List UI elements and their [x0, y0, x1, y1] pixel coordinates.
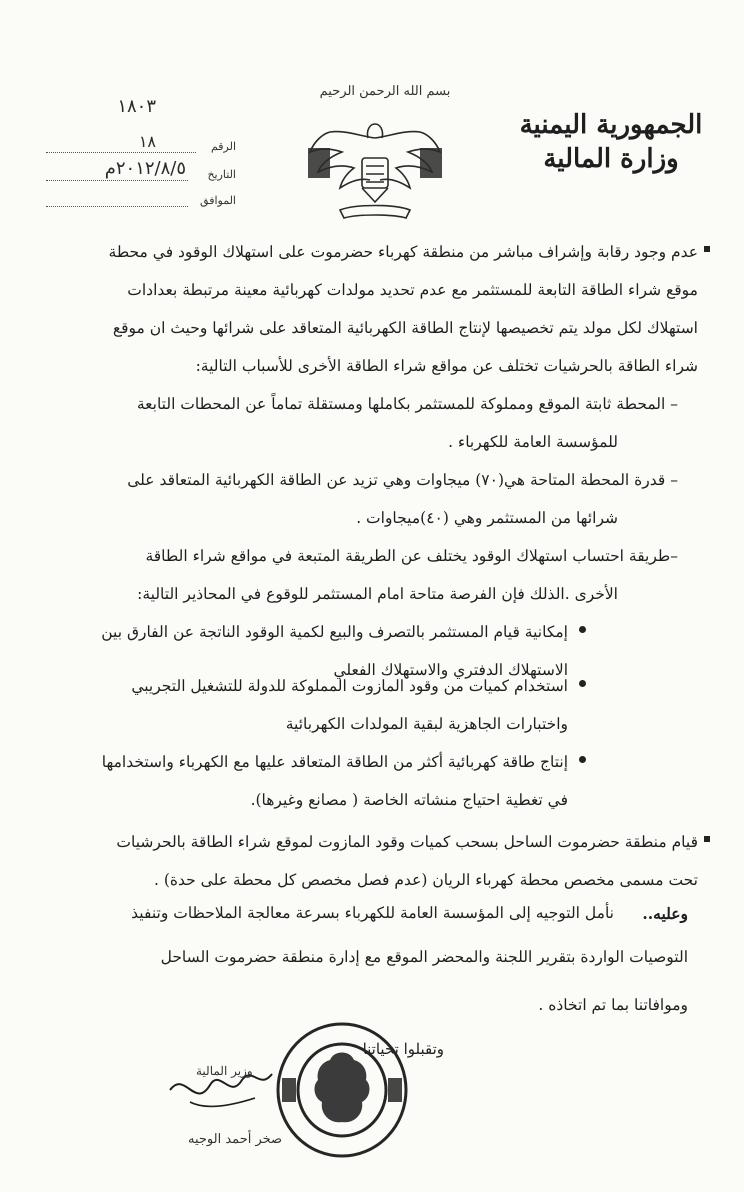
round-bullet	[579, 756, 586, 763]
conclusion-line-2: التوصيات الواردة بتقرير اللجنة والمحضر الموقع مع إدارة منطقة حضرموت الساحل	[160, 948, 688, 966]
ministry-header	[516, 108, 706, 176]
body-line: إنتاج طاقة كهربائية أكثر من الطاقة المتعاقد عليها مع الكهرباء واستخدامها	[101, 753, 568, 771]
approval-label: الموافق	[200, 194, 236, 207]
ref-dotted-line	[46, 152, 196, 153]
date-dotted-line	[46, 180, 188, 181]
top-note: ١٨٠٣	[117, 96, 156, 117]
conclusion-lead: وعليه..	[642, 904, 688, 923]
ref-number: ١٨	[138, 132, 156, 151]
body-line: إمكانية قيام المستثمر بالتصرف والبيع لكمية الوقود الناتجة عن الفارق بين	[101, 623, 568, 641]
conclusion-line-3: وموافاتنا بما تم اتخاذه .	[538, 996, 688, 1014]
body-line: استخدام كميات من وقود المازوت المملوكة للدولة للتشغيل التجريبي	[131, 677, 568, 695]
approval-dotted-line	[46, 206, 188, 207]
signer-name: صخر أحمد الوجيه	[188, 1132, 283, 1147]
body-line: الأخرى .الذلك فإن الفرصة متاحة امام المستثمر للوقوع في المحاذير التالية:	[137, 585, 618, 603]
body-line: استهلاك لكل مولد يتم تخصيصها لإنتاج الطاقة الكهربائية المتعاقد على شرائها وحيث ان موقع	[112, 319, 698, 337]
ref-label: الرقم	[210, 140, 236, 153]
republic-title: الجمهورية اليمنية	[519, 110, 703, 140]
square-bullet	[704, 246, 710, 252]
body-line: عدم وجود رقابة وإشراف مباشر من منطقة كهرباء حضرموت على استهلاك الوقود في محطة	[108, 243, 698, 261]
round-bullet	[579, 626, 586, 633]
body-line: للمؤسسة العامة للكهرباء .	[448, 433, 618, 451]
body-line: –طريقة احتساب استهلاك الوقود يختلف عن الطريقة المتبعة في مواقع شراء الطاقة	[145, 547, 678, 565]
letter-body	[56, 232, 698, 832]
signer-title: وزير المالية	[196, 1064, 253, 1078]
body-line: الاستهلاك الدفتري والاستهلاك الفعلي	[333, 661, 568, 679]
square-bullet	[704, 836, 710, 842]
date-value: ٢٠١٢/٨/٥م	[104, 158, 186, 179]
body-line: شرائها من المستثمر وهي (٤٠)ميجاوات .	[356, 509, 618, 527]
basmala: بسم الله الرحمن الرحيم	[319, 84, 451, 99]
regards-line: وتقبلوا تحياتنا	[362, 1040, 444, 1058]
body-line: قيام منطقة حضرموت الساحل بسحب كميات وقود المازوت لموقع شراء الطاقة بالحرشيات	[116, 833, 698, 851]
body-line: – قدرة المحطة المتاحة هي(٧٠) ميجاوات وهي تزيد عن الطاقة الكهربائية المتعاقد على	[127, 471, 678, 489]
date-label: التاريخ	[207, 168, 236, 181]
handwritten-signature	[160, 1040, 280, 1130]
round-bullet	[579, 680, 586, 687]
body-line: واختبارات الجاهزية لبقية المولدات الكهربائية	[285, 715, 568, 733]
yemen-eagle-emblem	[300, 118, 450, 228]
reference-block	[36, 96, 236, 216]
body-line: تحت مسمى مخصص محطة كهرباء الريان (عدم فصل مخصص كل محطة على حدة) .	[154, 871, 698, 889]
ministry-title: وزارة المالية	[543, 144, 679, 174]
body-line: موقع شراء الطاقة التابعة للمستثمر مع عدم تحديد مولدات كهربائية معينة مرتبطة بعدادات	[127, 281, 698, 299]
body-line: شراء الطاقة بالحرشيات تختلف عن مواقع شراء الطاقة الأخرى للأسباب التالية:	[195, 357, 698, 375]
letter-body-2	[56, 822, 698, 912]
body-line: في تغطية احتياج منشاته الخاصة ( مصانع وغيرها).	[250, 791, 568, 809]
conclusion-line-1: نأمل التوجيه إلى المؤسسة العامة للكهرباء بسرعة معالجة الملاحظات وتنفيذ	[131, 904, 614, 922]
body-line: – المحطة ثابتة الموقع ومملوكة للمستثمر بكاملها ومستقلة تماماً عن المحطات التابعة	[136, 395, 678, 413]
official-stamp	[272, 1020, 412, 1160]
